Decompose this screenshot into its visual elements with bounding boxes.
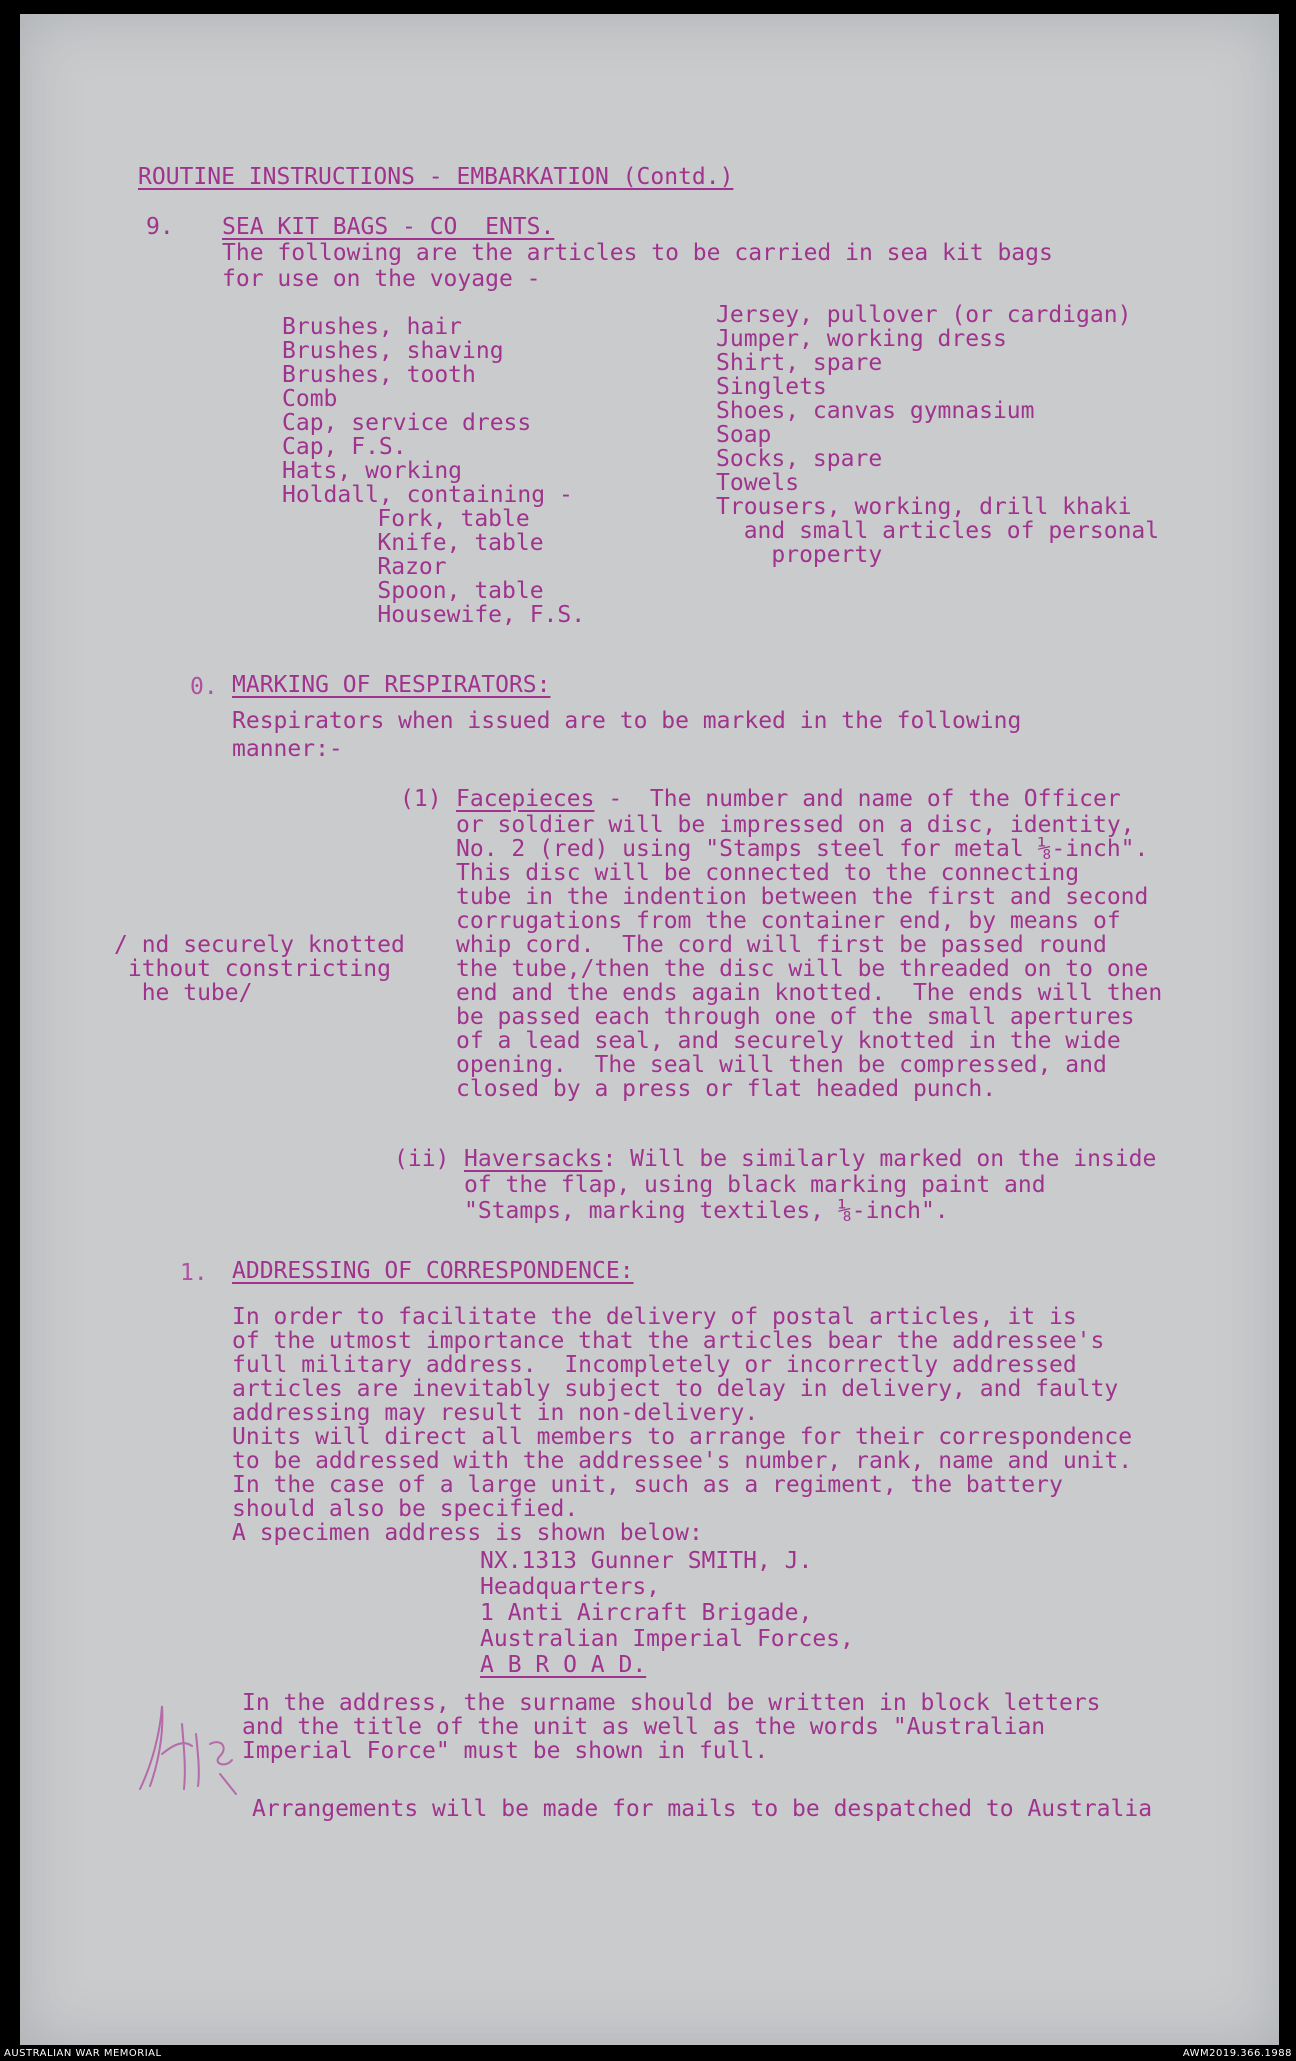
body-line: opening. The seal will then be compressed, and [456, 1052, 1107, 1078]
intro-line: for use on the voyage - [222, 266, 541, 292]
closing-line: Arrangements will be made for mails to be despatched to Australia [252, 1796, 1153, 1822]
address-line: NX.1313 Gunner SMITH, J. [480, 1548, 813, 1574]
list-item: property [716, 542, 883, 568]
list-item: Knife, table [322, 530, 544, 556]
list-item: Socks, spare [716, 446, 883, 472]
item-first-line [464, 1146, 1156, 1172]
body-line: be passed each through one of the small apertures [456, 1004, 1135, 1030]
section-11-number: 1. [180, 1260, 208, 1286]
document-page [20, 14, 1279, 2045]
list-item: Shoes, canvas gymnasium [716, 398, 1035, 424]
paragraph-line: should also be specified. [232, 1496, 579, 1522]
list-item: Hats, working [282, 458, 463, 484]
handwritten-signature [132, 1694, 252, 1804]
body-line: This disc will be connected to the connecting [456, 860, 1080, 886]
list-item: and small articles of personal [716, 518, 1160, 544]
section-9-number: 9. [146, 214, 174, 240]
address-line: Australian Imperial Forces, [480, 1626, 854, 1652]
section-11-heading: ADDRESSING OF CORRESPONDENCE: [232, 1258, 634, 1284]
paragraph-line: and the title of the unit as well as the words "Australian [242, 1714, 1046, 1740]
intro-line: manner:- [232, 736, 343, 762]
footer-institution: AUSTRALIAN WAR MEMORIAL [4, 2048, 162, 2059]
item-first-line [456, 786, 1121, 812]
list-item: Holdall, containing - [282, 482, 573, 508]
list-item: Spoon, table [322, 578, 544, 604]
intro-line: The following are the articles to be carried in sea kit bags [222, 240, 1053, 266]
list-item: Singlets [716, 374, 827, 400]
paragraph-line: articles are inevitably subject to delay in delivery, and faulty [232, 1376, 1119, 1402]
paragraph-line: In the case of a large unit, such as a regiment, the battery [232, 1472, 1063, 1498]
paragraph-line: A specimen address is shown below: [232, 1520, 703, 1546]
list-item: Brushes, shaving [282, 338, 504, 364]
body-line: end and the ends again knotted. The ends will then [456, 980, 1163, 1006]
list-item: Cap, F.S. [282, 434, 407, 460]
list-item: Towels [716, 470, 800, 496]
address-line: 1 Anti Aircraft Brigade, [480, 1600, 813, 1626]
list-item: Fork, table [322, 506, 530, 532]
body-line: "Stamps, marking textiles, ⅛-inch". [464, 1198, 949, 1224]
body-line: of a lead seal, and securely knotted in the wide [456, 1028, 1121, 1054]
intro-line: Respirators when issued are to be marked in the following [232, 708, 1022, 734]
section-10-heading: MARKING OF RESPIRATORS: [232, 672, 551, 698]
margin-note-line: / nd securely knotted [114, 932, 405, 958]
footer-reference: AWM2019.366.1988 [1182, 2048, 1292, 2059]
list-item: Housewife, F.S. [322, 602, 586, 628]
paragraph-line: In the address, the surname should be written in block letters [242, 1690, 1101, 1716]
body-line: closed by a press or flat headed punch. [456, 1076, 997, 1102]
body-line: the tube,/then the disc will be threaded on to one [456, 956, 1149, 982]
item-text: - The number and name of the Officer [594, 786, 1121, 812]
item-label: Facepieces [456, 786, 595, 812]
list-item: Comb [282, 386, 338, 412]
paragraph-line: full military address. Incompletely or incorrectly addressed [232, 1352, 1077, 1378]
paragraph-line: Imperial Force" must be shown in full. [242, 1738, 769, 1764]
address-line: Headquarters, [480, 1574, 661, 1600]
page-header: ROUTINE INSTRUCTIONS - EMBARKATION (Contd.) [138, 164, 734, 190]
list-item: Soap [716, 422, 772, 448]
body-line: whip cord. The cord will first be passed round [456, 932, 1107, 958]
list-item: Cap, service dress [282, 410, 532, 436]
paragraph-line: to be addressed with the addressee's number, rank, name and unit. [232, 1448, 1133, 1474]
body-line: No. 2 (red) using "Stamps steel for metal ⅛-inch". [456, 836, 1149, 862]
body-line: of the flap, using black marking paint and [464, 1172, 1046, 1198]
list-item: Jersey, pullover (or cardigan) [716, 302, 1132, 328]
item-number: (1) [400, 786, 442, 812]
body-line: or soldier will be impressed on a disc, identity, [456, 812, 1135, 838]
list-item: Brushes, tooth [282, 362, 476, 388]
section-10-number: 0. [190, 674, 218, 700]
paragraph-line: In order to facilitate the delivery of postal articles, it is [232, 1304, 1077, 1330]
list-item: Brushes, hair [282, 314, 463, 340]
margin-note-line: he tube/ [114, 980, 253, 1006]
item-number: (ii) [394, 1146, 450, 1172]
list-item: Razor [322, 554, 447, 580]
body-line: tube in the indention between the first and second [456, 884, 1149, 910]
item-text: : Will be similarly marked on the inside [602, 1146, 1157, 1172]
address-line: A B R O A D. [480, 1652, 647, 1678]
item-label: Haversacks [464, 1146, 603, 1172]
paragraph-line: Units will direct all members to arrange for their correspondence [232, 1424, 1133, 1450]
list-item: Shirt, spare [716, 350, 883, 376]
body-line: corrugations from the container end, by means of [456, 908, 1121, 934]
list-item: Jumper, working dress [716, 326, 1007, 352]
margin-note-line: ithout constricting [114, 956, 391, 982]
paragraph-line: addressing may result in non-delivery. [232, 1400, 759, 1426]
paragraph-line: of the utmost importance that the articles bear the addressee's [232, 1328, 1105, 1354]
list-item: Trousers, working, drill khaki [716, 494, 1132, 520]
section-9-heading: SEA KIT BAGS - CO ENTS. [222, 214, 555, 240]
